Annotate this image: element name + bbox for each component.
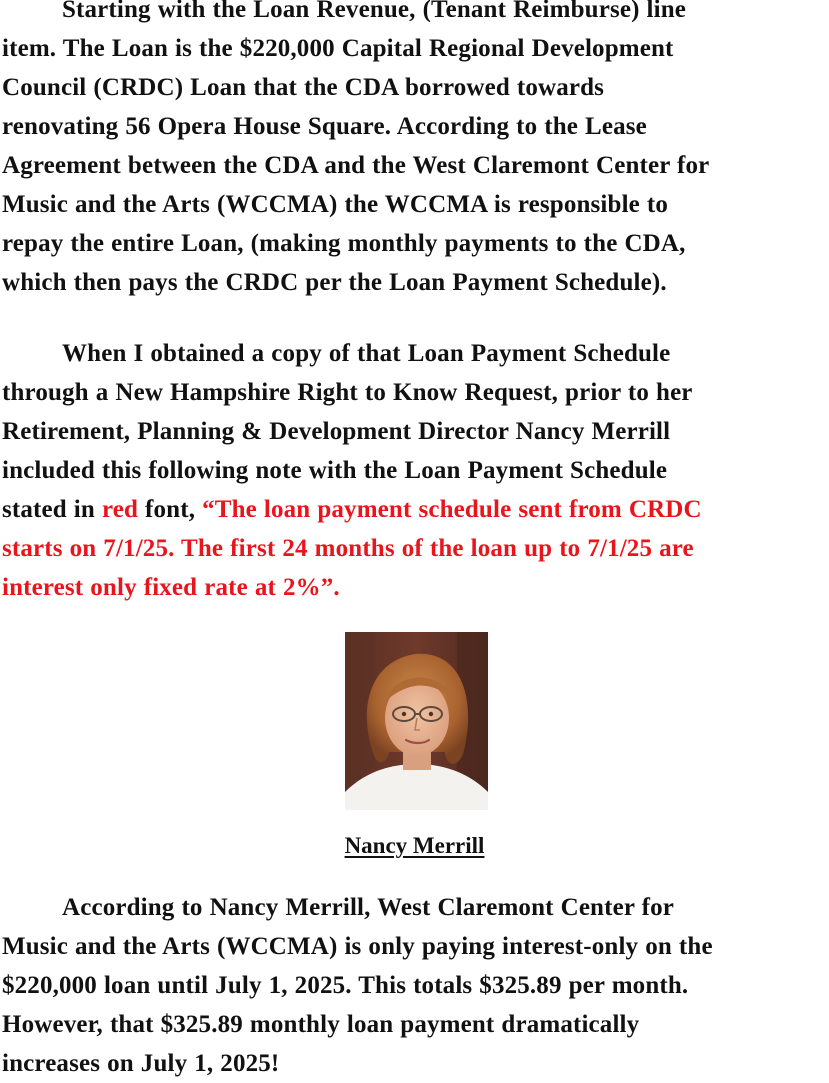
paragraph-right-to-know: [2, 334, 829, 607]
text-line: item. The Loan is the $220,000 Capital Regional Development: [2, 35, 674, 62]
text-line: through a New Hampshire Right to Know Request, prior to her: [2, 379, 693, 406]
red-quote-line: interest only fixed rate at 2%”.: [2, 574, 340, 601]
text-line: Agreement between the CDA and the West Claremont Center for: [2, 152, 710, 179]
paragraph-interest-only: [2, 888, 829, 1083]
text-line-mixed: [2, 490, 829, 529]
red-word: red: [101, 496, 139, 523]
text-line: When I obtained a copy of that Loan Payment Schedule: [62, 340, 671, 367]
portrait-photo: [345, 632, 488, 810]
text-line: which then pays the CRDC per the Loan Payment Schedule).: [2, 269, 667, 296]
text-line: Music and the Arts (WCCMA) the WCCMA is responsible to: [2, 191, 669, 218]
red-quote-line: starts on 7/1/25. The first 24 months of the loan up to 7/1/25 are: [2, 535, 694, 562]
text-line: repay the entire Loan, (making monthly payments to the CDA,: [2, 230, 686, 257]
text-line: increases on July 1, 2025!: [2, 1050, 280, 1077]
text-line: However, that $325.89 monthly loan payment dramatically: [2, 1011, 640, 1038]
text-line: renovating 56 Opera House Square. According to the Lease: [2, 113, 647, 140]
text-line: Music and the Arts (WCCMA) is only paying interest-only on the: [2, 933, 713, 960]
red-quote-start: “The loan payment schedule sent from CRDC: [202, 496, 702, 523]
text-segment: font,: [138, 496, 203, 523]
text-line: $220,000 loan until July 1, 2025. This totals $325.89 per month.: [2, 972, 689, 999]
text-line: According to Nancy Merrill, West Claremont Center for: [62, 894, 675, 921]
text-line: Retirement, Planning & Development Director Nancy Merrill: [2, 418, 671, 445]
text-line: included this following note with the Loan Payment Schedule: [2, 457, 668, 484]
photo-caption: Nancy Merrill: [344, 833, 485, 858]
text-line: Starting with the Loan Revenue, (Tenant Reimburse) line: [62, 0, 687, 23]
text-line: Council (CRDC) Loan that the CDA borrowed towards: [2, 74, 605, 101]
text-segment: stated in: [2, 496, 102, 523]
paragraph-loan-revenue: [2, 0, 829, 302]
